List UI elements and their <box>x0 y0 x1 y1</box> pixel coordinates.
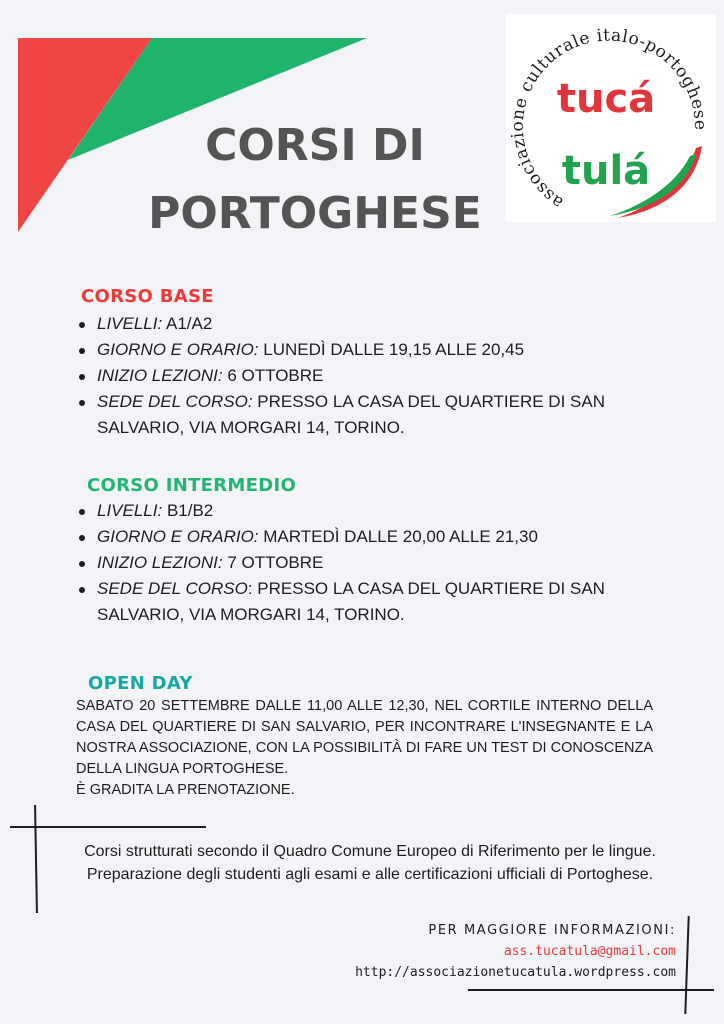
list-item: LIVELLI: A1/A2 <box>78 311 678 337</box>
divider-vertical-right <box>684 916 689 1014</box>
list-item: LIVELLI: B1/B2 <box>78 498 678 524</box>
corso-intermedio-heading: CORSO INTERMEDIO <box>87 475 297 496</box>
footer-note-line-2: Preparazione degli studenti agli esami e alle certificazioni ufficiali di Portoghese. <box>86 866 654 883</box>
contacts-heading: PER MAGGIORE INFORMAZIONI: <box>428 923 676 938</box>
open-day-heading: OPEN DAY <box>88 673 193 694</box>
open-day-booking-note: È GRADITA LA PRENOTAZIONE. <box>76 782 295 798</box>
open-day-text <box>76 696 653 801</box>
divider-horizontal-bottom <box>468 989 714 991</box>
association-logo <box>506 14 716 222</box>
email-link[interactable]: ass.tucatula@gmail.com <box>503 944 676 959</box>
logo-arc-text: associazione culturale italo-portoghese <box>507 25 710 213</box>
page-title <box>110 112 520 248</box>
footer-note <box>30 840 710 886</box>
logo-word-tula: tulá <box>561 148 651 194</box>
title-line-2: PORTOGHESE <box>148 188 482 239</box>
list-item: SEDE DEL CORSO: PRESSO LA CASA DEL QUARTIERE DI SAN SALVARIO, VIA MORGARI 14, TORINO. <box>78 576 623 628</box>
list-item: GIORNO E ORARIO: MARTEDÌ DALLE 20,00 ALLE 21,30 <box>78 524 678 550</box>
open-day-description: SABATO 20 SETTEMBRE DALLE 11,00 ALLE 12,30, NEL CORTILE INTERNO DELLA CASA DEL QUARTIERE DI SAN SALVARIO, PER INCONTRARE L'INSEGNANTE E LA NOSTRA ASSOCIAZIONE, CON LA POSSIBILITÀ DI FARE UN TEST DI CONOSCENZA DELLA LINGUA PORTOGHESE. <box>76 698 653 777</box>
list-item: INIZIO LEZIONI: 6 OTTOBRE <box>78 363 678 389</box>
logo-word-tuca: tucá <box>556 76 656 122</box>
list-item: SEDE DEL CORSO: PRESSO LA CASA DEL QUARTIERE DI SAN SALVARIO, VIA MORGARI 14, TORINO. <box>78 389 623 441</box>
list-item: GIORNO E ORARIO: LUNEDÌ DALLE 19,15 ALLE 20,45 <box>78 337 678 363</box>
website-link[interactable]: http://associazionetucatula.wordpress.com <box>355 965 676 980</box>
divider-horizontal-top <box>10 826 206 828</box>
title-line-1: CORSI DI <box>205 120 425 171</box>
corso-base-list <box>78 311 678 441</box>
list-item: INIZIO LEZIONI: 7 OTTOBRE <box>78 550 678 576</box>
contacts-block <box>355 920 676 983</box>
corso-base-heading: CORSO BASE <box>81 286 214 307</box>
corso-intermedio-list <box>78 498 678 628</box>
footer-note-line-1: Corsi strutturati secondo il Quadro Comune Europeo di Riferimento per le lingue. <box>84 843 656 860</box>
